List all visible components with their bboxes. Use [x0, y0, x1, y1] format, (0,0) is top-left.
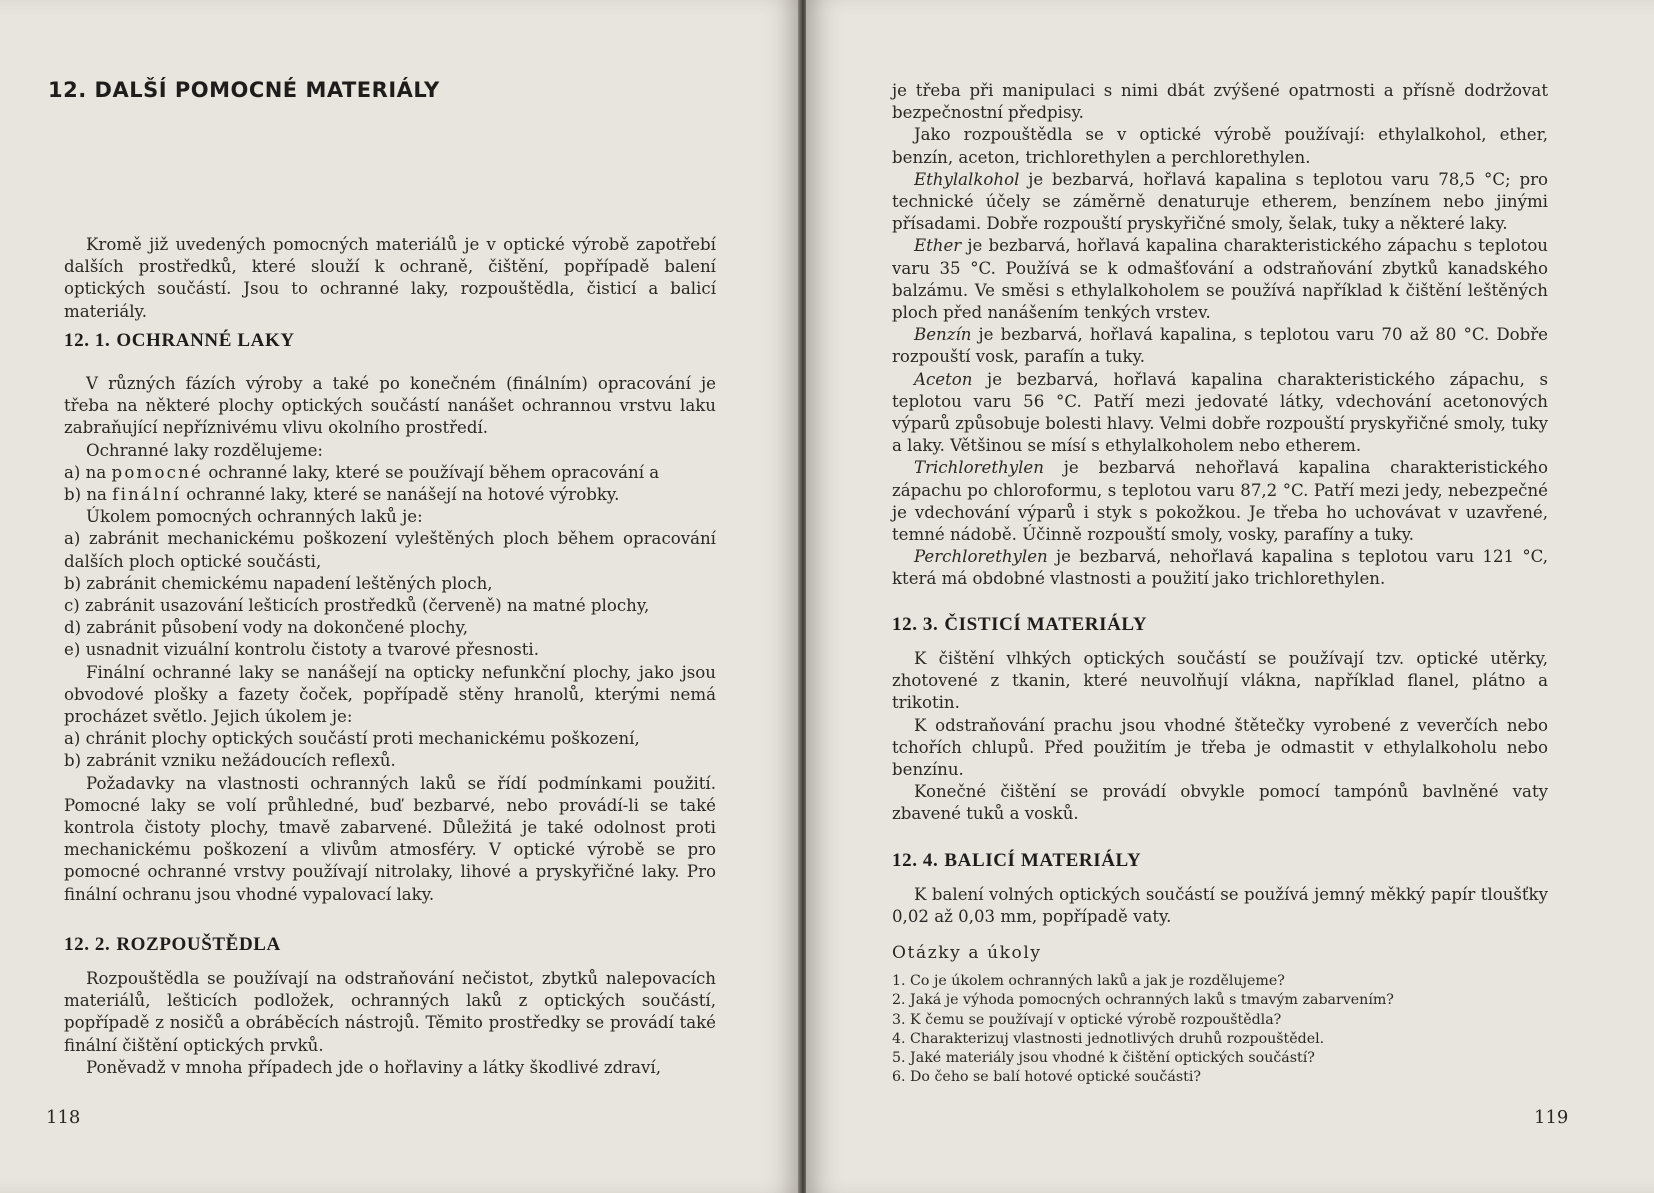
solvent-paragraph [892, 324, 1548, 368]
solvent-text: je bezbarvá nehořlavá kapalina charakteristického zápachu po chloroformu, s teplotou varu 87,2 °C. Patří mezi jedy, nebezpečné je vdechování výparů i styk s pokožkou. Je třeba ho uchovávat v uzavřené, temné nádobě. Účinně rozpouští smoly, vosky, parafíny a tuky. [892, 458, 1548, 545]
right-page [806, 0, 1654, 1193]
chapter-title: 12. DALŠÍ POMOCNÉ MATERIÁLY [48, 78, 440, 102]
solvent-paragraph [892, 369, 1548, 458]
list-item [64, 462, 716, 484]
page-number: 119 [1534, 1107, 1569, 1128]
solvent-name: Benzín [914, 325, 972, 345]
section-4-body [892, 884, 1548, 928]
paragraph: K odstraňování prachu jsou vhodné štětečky vyrobené z veverčích nebo tchořích chlupů. Před použitím je třeba je odmastit v ethylalkoholu nebo benzínu. [892, 715, 1548, 780]
solvent-text: je bezbarvá, hořlavá kapalina s teplotou varu 78,5 °C; pro technické účely se záměrně denaturuje etherem, benzínem nebo jinými přísadami. Dobře rozpouští pryskyřičné smoly, šelak, tuky a některé laky. [892, 169, 1548, 234]
section-title: ROZPOUŠTĚDLA [116, 934, 281, 955]
list-item-text: ochranné laky, které se nanášejí na hotové výrobky. [180, 485, 620, 505]
question-item: 4. Charakterizuj vlastnosti jednotlivých druhů rozpouštědel. [892, 1030, 1325, 1047]
solvent-text: je bezbarvá, hořlavá kapalina charakteristického zápachu s teplotou varu 35 °C. Používá se k odmašťování a odstraňování zbytků kanadského balzámu. Ve směsi s ethylalkoholem se používá například k čištění leštěných ploch před nanášením tenkých vrstev. [892, 236, 1548, 323]
section-heading-ochranne-laky [64, 330, 716, 352]
list-item-prefix: b) na [64, 485, 113, 505]
paragraph: Požadavky na vlastnosti ochranných laků se řídí podmínkami použití. Pomocné laky se volí průhledné, buď bezbarvé, nebo provádí-li se také kontrola čistoty plochy, tmavě zabarvené. Důležitá je také odolnost proti mechanickému poškození a vlivům atmosféry. V optické výrobě se pro pomocné ochranné vrstvy používají nitrolaky, lihové a pryskyřičné laky. Pro finální ochranu jsou vhodné vypalovací laky. [64, 773, 716, 904]
paragraph: Poněvadž v mnoha případech jde o hořlaviny a látky škodlivé zdraví, [86, 1057, 661, 1077]
section-title: ČISTICÍ MATERIÁLY [944, 614, 1148, 635]
solvent-text: je bezbarvá, hořlavá kapalina, s teplotou varu 70 až 80 °C. Dobře rozpouští vosk, parafín a tuky. [892, 325, 1548, 367]
section-title: BALICÍ MATERIÁLY [944, 850, 1142, 871]
paragraph: K balení volných optických součástí se používá jemný měkký papír tloušťky 0,02 až 0,03 mm, popřípadě vaty. [892, 885, 1548, 927]
section-number: 12. 4. [892, 850, 939, 871]
question-item: 5. Jaké materiály jsou vhodné k čištění optických součástí? [892, 1050, 1315, 1067]
paragraph: je třeba při manipulaci s nimi dbát zvýšené opatrnosti a přísně dodržovat bezpečnostní předpisy. [892, 81, 1548, 123]
solvent-text: je bezbarvá, hořlavá kapalina charakteristického zápachu, s teplotou varu 56 °C. Patří mezi jedovaté látky, vdechování acetonových výparů způsobuje bolesti hlavy. Velmi dobře rozpouští pryskyřičné smoly, tuky a laky. Většinou se mísí s ethylalkoholem nebo etherem. [892, 369, 1548, 456]
paragraph: Jako rozpouštědla se v optické výrobě používají: ethylalkohol, ether, benzín, aceton, trichlorethylen a perchlorethylen. [892, 125, 1548, 167]
solvent-paragraph [892, 457, 1548, 546]
question-item: 1. Co je úkolem ochranných laků a jak je rozdělujeme? [892, 973, 1285, 990]
question-item: 6. Do čeho se balí hotové optické součásti? [892, 1069, 1201, 1086]
question-item: 2. Jaká je výhoda pomocných ochranných laků s tmavým zabarvením? [892, 992, 1394, 1009]
section-number: 12. 2. [64, 934, 111, 955]
list-item: a) chránit plochy optických součástí proti mechanickému poškození, [64, 729, 640, 749]
section-3-body [892, 648, 1548, 826]
paragraph: Ochranné laky rozdělujeme: [86, 440, 323, 460]
questions-title: Otázky a úkoly [892, 943, 1042, 963]
section-heading-cistici-materialy [892, 614, 1548, 636]
section-number: 12. 3. [892, 614, 939, 635]
solvent-text: je bezbarvá, nehořlavá kapalina s teplotou varu 121 °C, která má obdobné vlastnosti a použití jako trichlorethylen. [892, 547, 1548, 589]
list-item: d) zabránit působení vody na dokončené plochy, [64, 618, 468, 638]
paragraph: V různých fázích výroby a také po konečném (finálním) opracování je třeba na některé plochy optických součástí nanášet ochrannou vrstvu laku zabraňující nepříznivému vlivu okolního prostředí. [64, 374, 716, 438]
section-1-body [64, 373, 716, 906]
solvent-paragraph [892, 235, 1548, 324]
paragraph: Finální ochranné laky se nanášejí na opticky nefunkční plochy, jako jsou obvodové plošky a fazety čoček, popřípadě stěny hranolů, kterými nemá procházet světlo. Jejich úkolem je: [64, 662, 716, 727]
question-item: 3. K čemu se používají v optické výrobě rozpouštědla? [892, 1011, 1282, 1028]
list-item-emphasis: finální [112, 485, 181, 505]
list-item: a) zabránit mechanickému poškození vyleštěných ploch během opracování dalších ploch optické součásti, [64, 529, 716, 571]
solvent-name: Trichlorethylen [914, 458, 1044, 478]
questions-block [892, 942, 1548, 1087]
list-item [64, 484, 716, 506]
paragraph: K čištění vlhkých optických součástí se používají tzv. optické utěrky, zhotovené z tkanin, které neuvolňují vlákna, například flanel, plátno a trikotin. [892, 649, 1548, 713]
page-number: 118 [46, 1107, 81, 1128]
solvent-name: Ethylalkohol [914, 169, 1020, 189]
solvents-block [892, 80, 1548, 591]
section-heading-rozpoustedla [64, 934, 716, 956]
solvent-paragraph [892, 546, 1548, 590]
solvent-paragraph [892, 169, 1548, 236]
list-item-emphasis: pomocné [111, 462, 204, 482]
section-title: OCHRANNÉ LAKY [116, 330, 295, 351]
list-item: b) zabránit vzniku nežádoucích reflexů. [64, 751, 396, 771]
list-item-text: ochranné laky, které se používají během opracování a [203, 462, 660, 482]
solvent-name: Perchlorethylen [914, 547, 1048, 567]
list-item: e) usnadnit vizuální kontrolu čistoty a tvarové přesnosti. [64, 640, 540, 660]
solvent-name: Aceton [914, 369, 973, 389]
paragraph: Rozpouštědla se používají na odstraňování nečistot, zbytků nalepovacích materiálů, lešticích podložek, ochranných laků z optických součástí, popřípadě z nosičů a obráběcích nástrojů. Těmito prostředky se provádí také finální čištění optických prvků. [64, 969, 716, 1055]
list-item: c) zabránit usazování lešticích prostředků (červeně) na matné plochy, [64, 596, 650, 616]
list-item-prefix: a) na [64, 462, 112, 482]
list-item: b) zabránit chemickému napadení leštěných ploch, [64, 573, 493, 593]
section-heading-balici-materialy [892, 850, 1548, 872]
section-number: 12. 1. [64, 330, 111, 351]
section-2-body [64, 968, 716, 1079]
intro-paragraph: Kromě již uvedených pomocných materiálů je v optické výrobě zapotřebí dalších prostředků, které slouží k ochraně, čištění, popřípadě balení optických součástí. Jsou to ochranné laky, rozpouštědla, čisticí a balicí materiály. [64, 235, 716, 321]
left-page [0, 0, 800, 1193]
intro-block [64, 234, 716, 323]
solvent-name: Ether [914, 236, 962, 256]
paragraph: Konečné čištění se provádí obvykle pomocí tampónů bavlněné vaty zbavené tuků a vosků. [892, 782, 1548, 824]
paragraph: Úkolem pomocných ochranných laků je: [86, 507, 423, 527]
